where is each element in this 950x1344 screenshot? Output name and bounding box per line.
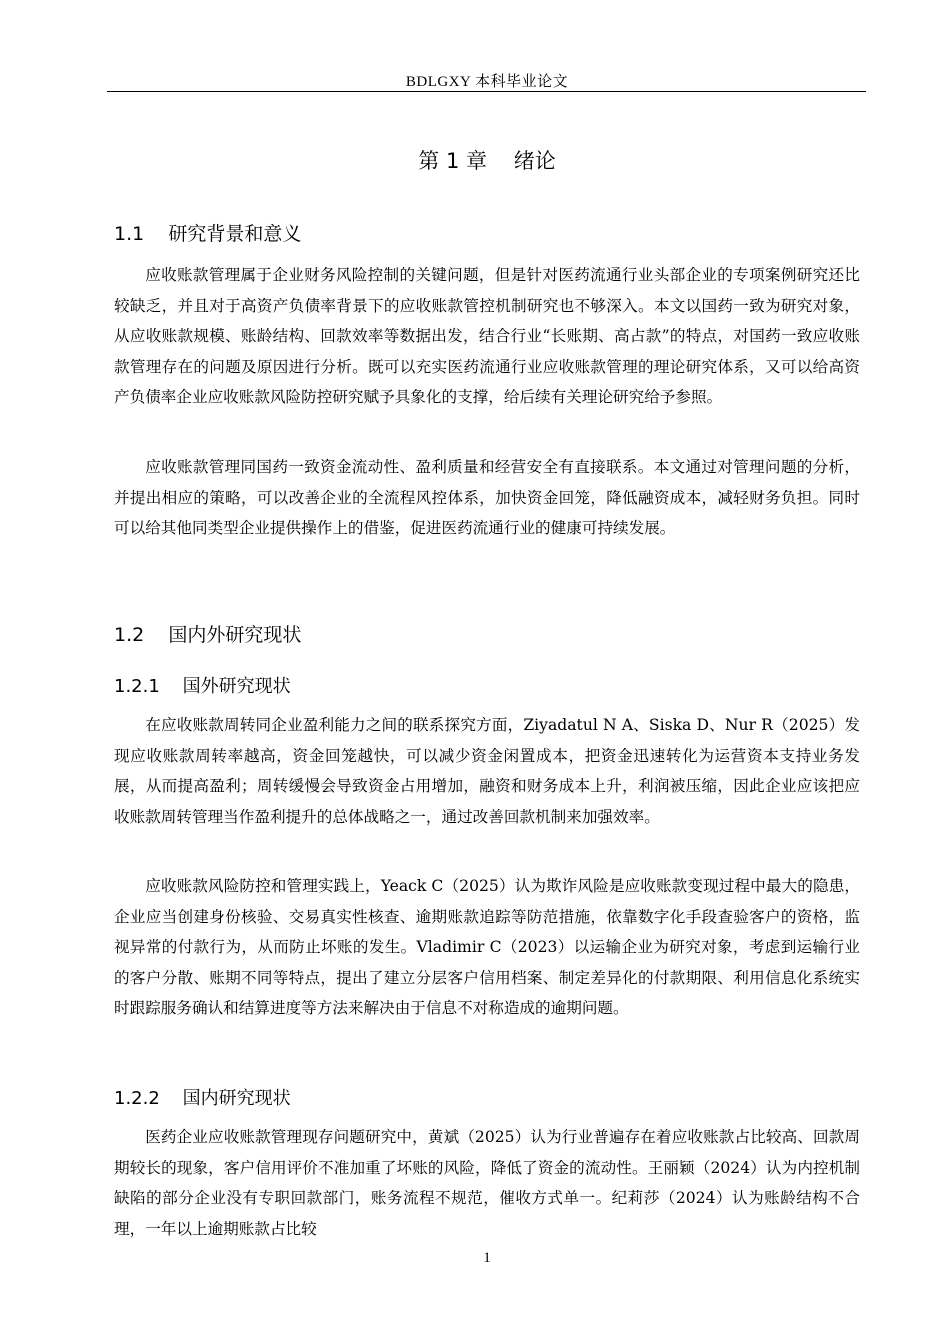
paragraph-1-1-b: 应收账款管理同国药一致资金流动性、盈利质量和经营安全有直接联系。本文通过对管理问题的分析，并提出相应的策略，可以改善企业的全流程风控体系，加快资金回笼，降低融资成本，减轻财务负担。同时可以给其他同类型企业提供操作上的借鉴，促进医药流通行业的健康可持续发展。	[114, 458, 860, 537]
section-heading-1-2: 1.2 国内外研究现状	[114, 624, 302, 646]
paragraph-1-2-1-b: 应收账款风险防控和管理实践上，Yeack C（2025）认为欺诈风险是应收账款变现过程中最大的隐患，企业应当创建身份核验、交易真实性核查、逾期账款追踪等防范措施，依靠数字化手段查验客户的资格，监视异常的付款行为，从而防止坏账的发生。Vladimir C（2023）以运输企业为研究对象，考虑到运输行业的客户分散、账期不同等特点，提出了建立分层客户信用档案、制定差异化的付款期限、利用信息化系统实时跟踪服务确认和结算进度等方法来解决由于信息不对称造成的逾期问题。	[114, 877, 860, 1017]
paragraph-1-2-2-a: 医药企业应收账款管理现存问题研究中，黄斌（2025）认为行业普遍存在着应收账款占比较高、回款周期较长的现象，客户信用评价不准加重了坏账的风险，降低了资金的流动性。王丽颖（2024）认为内控机制缺陷的部分企业没有专职回款部门，账务流程不规范，催收方式单一。纪莉莎（2024）认为账龄结构不合理，一年以上逾期账款占比较	[114, 1128, 860, 1238]
section-heading-1-2-1: 1.2.1 国外研究现状	[114, 676, 291, 697]
section-heading-1-2-2: 1.2.2 国内研究现状	[114, 1088, 291, 1109]
chapter-title: 第 1 章 绪论	[418, 149, 556, 173]
paragraph-1-1-a: 应收账款管理属于企业财务风险控制的关键问题，但是针对医药流通行业头部企业的专项案例研究还比较缺乏，并且对于高资产负债率背景下的应收账款管控机制研究也不够深入。本文以国药一致为研究对象，从应收账款规模、账龄结构、回款效率等数据出发，结合行业“长账期、高占款”的特点，对国药一致应收账款管理存在的问题及原因进行分析。既可以充实医药流通行业应收账款管理的理论研究体系，又可以给高资产负债率企业应收账款风险防控研究赋予具象化的支撑，给后续有关理论研究给予参照。	[114, 266, 860, 406]
paragraph-1-2-1-a: 在应收账款周转同企业盈利能力之间的联系探究方面，Ziyadatul N A、Siska D、Nur R（2025）发现应收账款周转率越高，资金回笼越快，可以减少资金闲置成本，把资金迅速转化为运营资本支持业务发展，从而提高盈利；周转缓慢会导致资金占用增加，融资和财务成本上升，利润被压缩，因此企业应该把应收账款周转管理当作盈利提升的总体战略之一，通过改善回款机制来加强效率。	[114, 716, 860, 826]
page-number: 1	[483, 1250, 491, 1266]
header-rule	[107, 91, 866, 92]
section-heading-1-1: 1.1 研究背景和意义	[114, 223, 302, 245]
running-header: BDLGXY 本科毕业论文	[405, 74, 569, 90]
